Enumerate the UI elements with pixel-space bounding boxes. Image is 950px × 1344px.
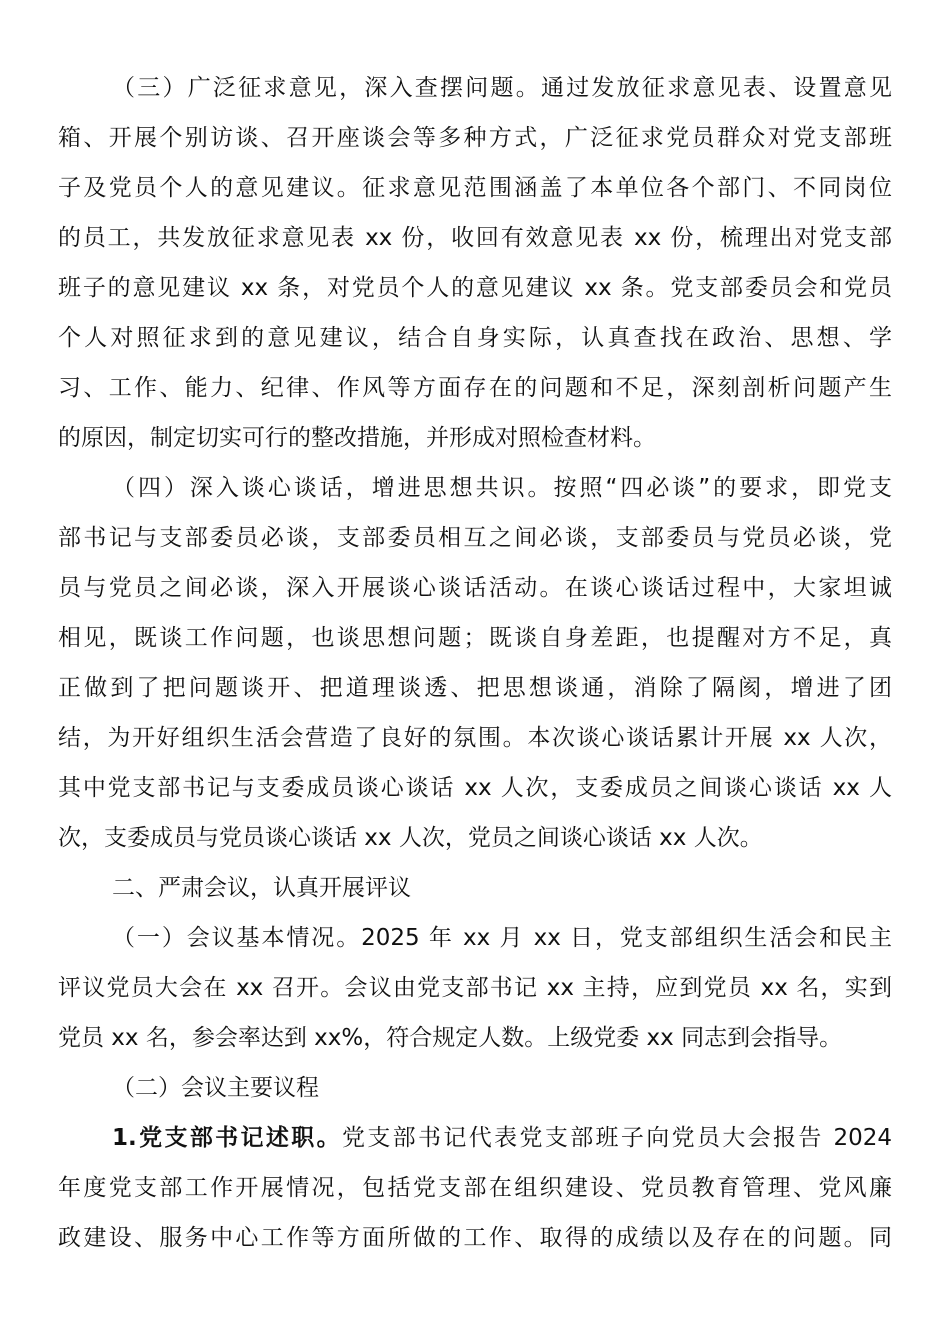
para-4-line-6: 结，为开好组织生活会营造了良好的氛围。本次谈心谈话累计开展 xx 人次， xyxy=(58,725,892,751)
para-4-line-2: 部书记与支部委员必谈，支部委员相互之间必谈，支部委员与党员必谈，党 xyxy=(58,525,892,551)
meeting-info-line-2: 评议党员大会在 xx 召开。会议由党支部书记 xx 主持，应到党员 xx 名，实到 xyxy=(58,975,892,1001)
meeting-info-line-3: 党员 xx 名，参会率达到 xx%，符合规定人数。上级党委 xx 同志到会指导。 xyxy=(58,1025,843,1051)
para-3-line-5: 班子的意见建议 xx 条，对党员个人的意见建议 xx 条。党支部委员会和党员 xyxy=(58,275,892,301)
agenda-item-1-title: 1.党支部书记述职。 xyxy=(112,1125,342,1151)
para-4-line-3: 员与党员之间必谈，深入开展谈心谈话活动。在谈心谈话过程中，大家坦诚 xyxy=(58,575,892,601)
section-2-heading: 二、严肃会议，认真开展评议 xyxy=(112,875,411,901)
agenda-item-1-line-2: 年度党支部工作开展情况，包括党支部在组织建设、党员教育管理、党风廉 xyxy=(58,1175,892,1201)
meeting-info-line-1: （一）会议基本情况。2025 年 xx 月 xx 日，党支部组织生活会和民主 xyxy=(112,925,892,951)
agenda-item-1-line-3: 政建设、服务中心工作等方面所做的工作、取得的成绩以及存在的问题。同 xyxy=(58,1225,892,1251)
para-3-line-6: 个人对照征求到的意见建议，结合自身实际，认真查找在政治、思想、学 xyxy=(58,325,892,351)
para-4-line-4: 相见，既谈工作问题，也谈思想问题；既谈自身差距，也提醒对方不足，真 xyxy=(58,625,892,651)
agenda-heading: （二）会议主要议程 xyxy=(112,1075,319,1101)
para-4-line-1: （四）深入谈心谈话，增进思想共识。按照“四必谈”的要求，即党支 xyxy=(112,475,892,501)
para-3-line-4: 的员工，共发放征求意见表 xx 份，收回有效意见表 xx 份，梳理出对党支部 xyxy=(58,225,892,251)
para-4-line-8: 次，支委成员与党员谈心谈话 xx 人次，党员之间谈心谈话 xx 人次。 xyxy=(58,825,763,851)
para-3-line-7: 习、工作、能力、纪律、作风等方面存在的问题和不足，深刻剖析问题产生 xyxy=(58,375,892,401)
para-4-line-7: 其中党支部书记与支委成员谈心谈话 xx 人次，支委成员之间谈心谈话 xx 人 xyxy=(58,775,892,801)
para-3-line-8: 的原因，制定切实可行的整改措施，并形成对照检查材料。 xyxy=(58,425,656,451)
para-3-line-3: 子及党员个人的意见建议。征求意见范围涵盖了本单位各个部门、不同岗位 xyxy=(58,175,892,201)
para-4-line-5: 正做到了把问题谈开、把道理谈透、把思想谈通，消除了隔阂，增进了团 xyxy=(58,675,892,701)
agenda-item-1-line-1 xyxy=(112,1122,892,1154)
agenda-item-1-text: 党支部书记代表党支部班子向党员大会报告 2024 xyxy=(341,1125,892,1151)
para-3-line-2: 箱、开展个别访谈、召开座谈会等多种方式，广泛征求党员群众对党支部班 xyxy=(58,125,892,151)
para-3-line-1: （三）广泛征求意见，深入查摆问题。通过发放征求意见表、设置意见 xyxy=(112,75,892,101)
